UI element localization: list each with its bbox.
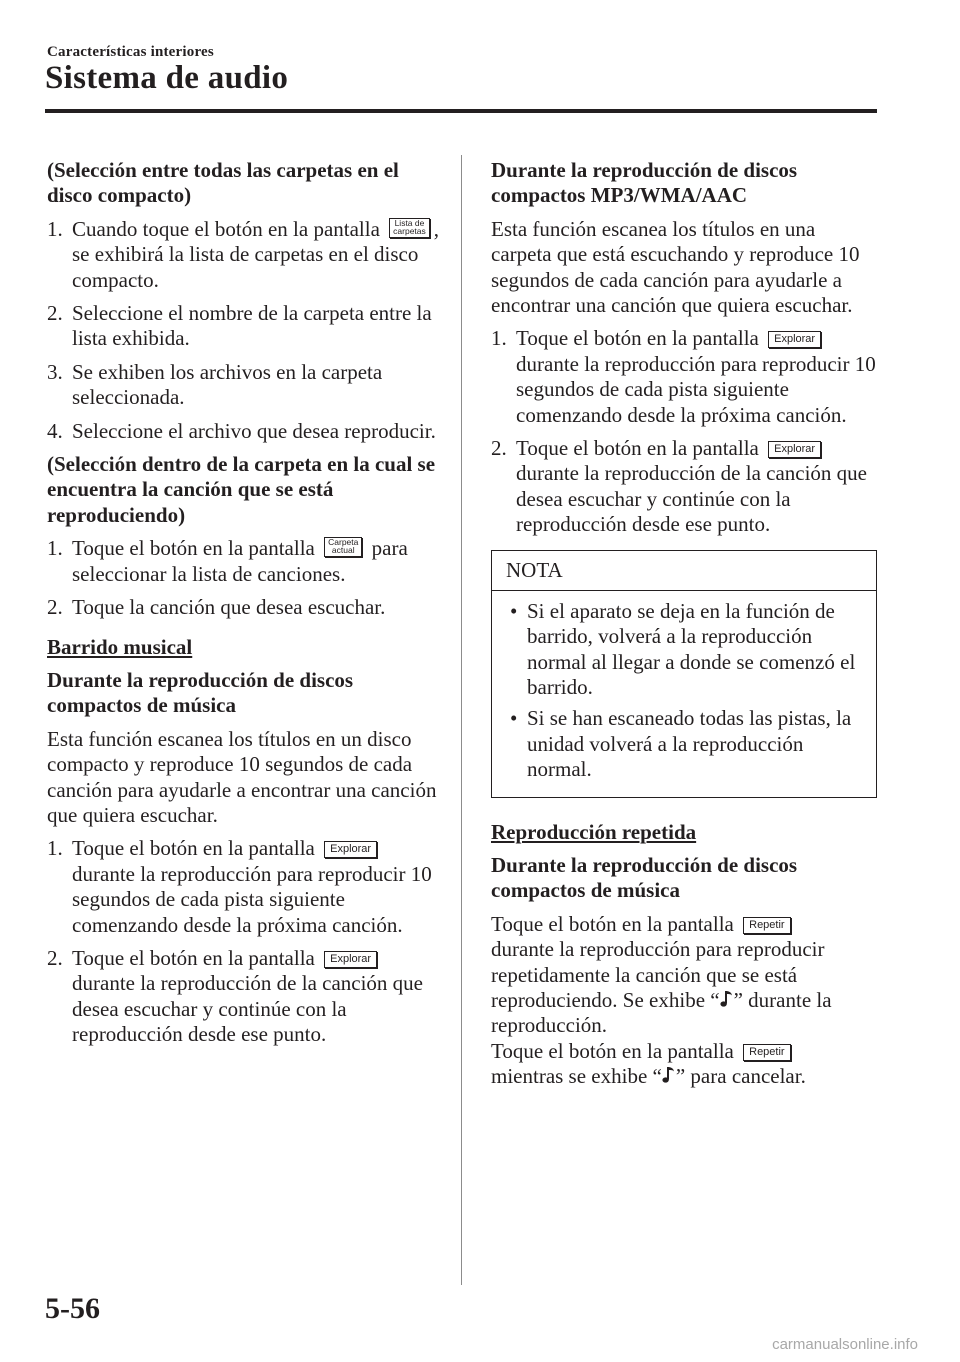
page-title: Sistema de audio <box>45 60 289 96</box>
note-body <box>492 591 876 797</box>
step-text: Toque la canción que desea escuchar. <box>72 595 386 620</box>
step-text: Toque el botón en la pantalla <box>516 326 759 351</box>
page-number: 5-56 <box>45 1292 100 1325</box>
note-title: NOTA <box>492 551 876 591</box>
step-text: Seleccione el archivo que desea reproducir. <box>72 418 436 443</box>
step-number: 1. <box>47 536 63 561</box>
heading-current-folder: (Selección dentro de la carpeta en la cual se encuentra la canción que se está reproduciendo) <box>47 452 436 527</box>
carpeta-actual-button[interactable]: Carpeta actual <box>324 537 362 557</box>
column-divider <box>461 155 462 1285</box>
bullet-icon: • <box>510 598 518 623</box>
lista-de-carpetas-button[interactable]: Lista de carpetas <box>389 218 430 238</box>
note-text: Si el aparato se deja en la función de barrido, volverá a la reproducción normal al llegar a donde se comenzó el barrido. <box>527 598 856 699</box>
list-item <box>47 301 442 352</box>
step-number: 1. <box>491 326 507 351</box>
step-text: Toque el botón en la pantalla <box>72 536 315 561</box>
step-number: 4. <box>47 418 63 443</box>
paragraph: Esta función escanea los títulos en un disco compacto y reproduce 10 segundos de cada canción para ayudarle a encontrar una canción que quiera escuchar. <box>47 726 437 827</box>
list-item <box>47 946 442 1048</box>
step-text: durante la reproducción de la canción que desea escuchar y continúe con la reproducción desde ese punto. <box>72 971 424 1047</box>
list-item <box>47 595 442 620</box>
list-item <box>47 836 442 938</box>
step-text: durante la reproducción para reproducir 10 segundos de cada pista siguiente comenzando desde la próxima canción. <box>516 351 876 427</box>
list-item <box>47 217 442 293</box>
step-text: Toque el botón en la pantalla <box>516 436 759 461</box>
heading-mp3-cd: Durante la reproducción de discos compactos MP3/WMA/AAC <box>491 158 798 208</box>
step-text: , se exhibirá la lista de carpetas en el disco compacto. <box>72 216 440 292</box>
watermark: carmanualsonline.info <box>772 1336 918 1353</box>
header-divider <box>45 109 877 113</box>
section-label: Características interiores <box>47 44 214 60</box>
note-text: Si se han escaneado todas las pistas, la unidad volverá a la reproducción normal. <box>527 706 852 782</box>
step-number: 2. <box>47 945 63 970</box>
section-title-repeat: Reproducción repetida <box>491 819 697 844</box>
step-text: Se exhiben los archivos en la carpeta seleccionada. <box>72 359 383 410</box>
step-text: Cuando toque el botón en la pantalla <box>72 216 380 241</box>
explorar-button[interactable]: Explorar <box>324 951 377 968</box>
list-item <box>491 436 877 538</box>
heading-music-cd: Durante la reproducción de discos compactos de música <box>47 667 354 718</box>
repetir-button[interactable]: Repetir <box>743 1044 790 1061</box>
step-number: 1. <box>47 836 63 861</box>
list-item <box>47 536 442 587</box>
step-number: 1. <box>47 216 63 241</box>
music-note-icon <box>662 1065 676 1085</box>
bullet-icon: • <box>510 706 518 731</box>
explorar-button[interactable]: Explorar <box>768 331 821 348</box>
paragraph-repeat: Toque el botón en la pantalla Repetir durante la reproducción para reproducir repetidamente la canción que se está reproduciendo. Se exhibe “ ” durante la reproducción. Toque el botón en la pantalla Repetir mientras se exhibe “ ” para cancelar. <box>491 911 832 1089</box>
step-text: Toque el botón en la pantalla <box>72 945 315 970</box>
heading-music-cd-repeat: Durante la reproducción de discos compactos de música <box>491 852 798 903</box>
note-item <box>504 706 862 782</box>
note-item <box>504 599 862 701</box>
list-item <box>47 419 442 444</box>
step-text: durante la reproducción para reproducir 10 segundos de cada pista siguiente comenzando desde la próxima canción. <box>72 861 432 937</box>
step-text: durante la reproducción de la canción que desea escuchar y continúe con la reproducción desde ese punto. <box>516 461 868 537</box>
heading-all-folders: (Selección entre todas las carpetas en el disco compacto) <box>47 158 399 208</box>
list-item <box>491 326 877 428</box>
step-text: Seleccione el nombre de la carpeta entre la lista exhibida. <box>72 301 432 351</box>
note-box <box>491 550 877 798</box>
repetir-button[interactable]: Repetir <box>743 917 790 934</box>
section-title-barrido: Barrido musical <box>47 634 193 659</box>
paragraph: Esta función escanea los títulos en una carpeta que está escuchando y reproduce 10 segundos de cada canción para ayudarle a encontrar una canción que quiera escuchar. <box>491 216 860 318</box>
step-number: 2. <box>491 436 507 461</box>
explorar-button[interactable]: Explorar <box>324 841 377 858</box>
left-column <box>47 158 442 1056</box>
step-number: 2. <box>47 595 63 620</box>
right-column <box>491 158 877 1090</box>
step-number: 3. <box>47 359 63 384</box>
step-text: Toque el botón en la pantalla <box>72 836 315 861</box>
explorar-button[interactable]: Explorar <box>768 441 821 458</box>
list-item <box>47 360 442 411</box>
music-note-icon <box>720 989 734 1009</box>
step-number: 2. <box>47 301 63 326</box>
step-text: para seleccionar la lista de canciones. <box>72 536 408 586</box>
